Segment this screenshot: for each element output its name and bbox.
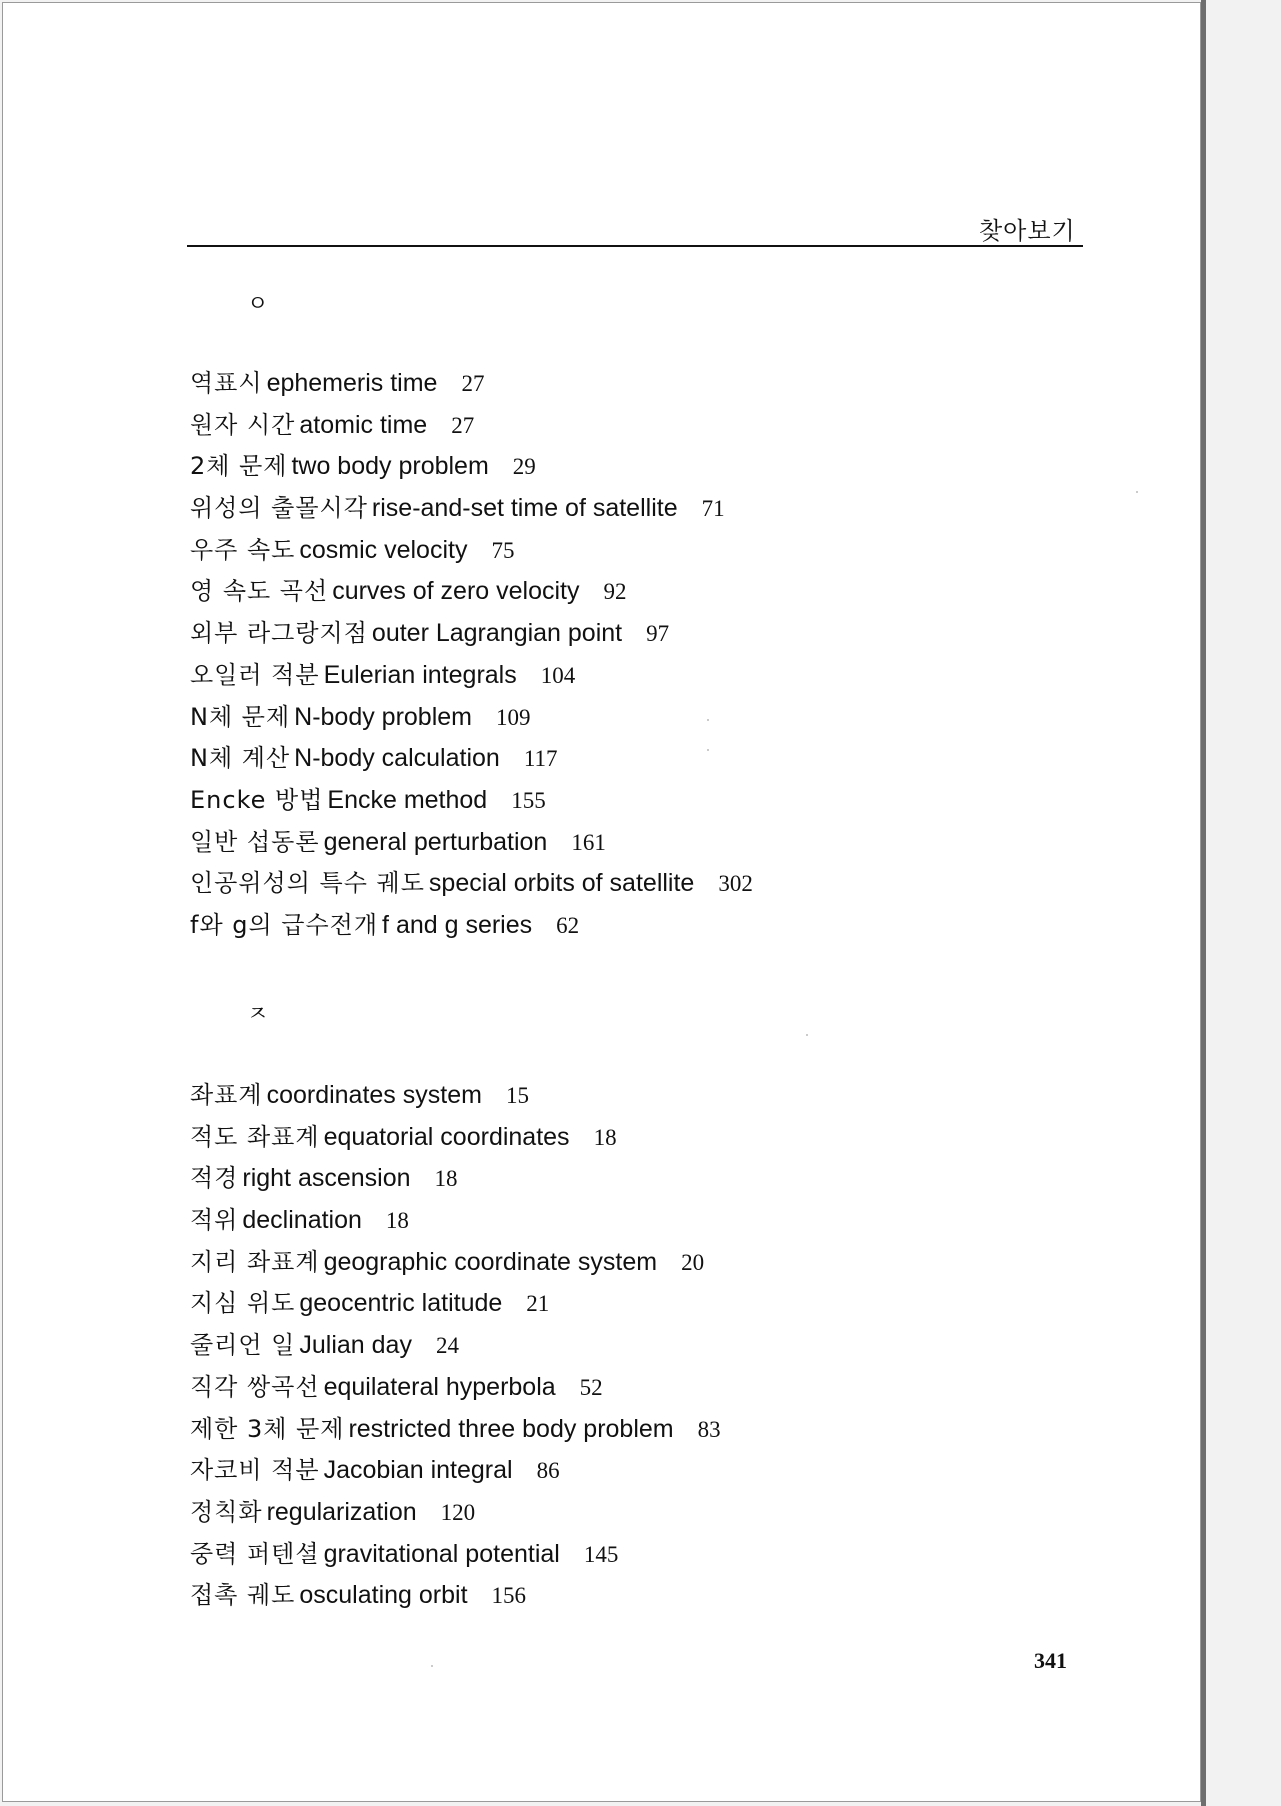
entry-page-number: 15 — [505, 1083, 529, 1108]
entry-korean-term: 일반 섭동론 — [190, 827, 320, 856]
entry-korean-term: 자코비 적분 — [190, 1456, 320, 1485]
book-page — [2, 2, 1201, 1802]
entry-korean-term: 영 속도 곡선 — [190, 577, 329, 606]
entry-english-term: geocentric latitude — [299, 1289, 503, 1318]
entry-page-number: 52 — [579, 1374, 603, 1400]
entry-english-term: N-body calculation — [294, 744, 500, 773]
entry-english-term: two body problem — [291, 452, 489, 481]
entry-korean-term: Encke 방법 — [190, 785, 324, 814]
page-edge-shadow — [1201, 0, 1206, 1806]
entry-page-number: 86 — [536, 1458, 560, 1484]
entry-page-number: 120 — [440, 1499, 476, 1525]
section-letter-ieung: ㅇ — [247, 292, 269, 317]
index-entry — [190, 613, 753, 655]
scan-speck — [707, 749, 709, 751]
index-entry — [190, 655, 753, 697]
entry-page-number: 18 — [593, 1124, 617, 1150]
index-entry — [190, 488, 753, 530]
index-entry — [190, 571, 753, 613]
entry-korean-term: 역표시 — [190, 369, 263, 397]
entry-page-number: 155 — [511, 787, 546, 813]
entry-page-number: 97 — [646, 621, 670, 647]
scan-speck — [431, 1665, 433, 1667]
entry-english-term: N-body problem — [294, 702, 472, 731]
entry-korean-term: 적위 — [190, 1206, 239, 1235]
entry-korean-term: 원자 시간 — [190, 410, 296, 439]
entry-korean-term: 2체 문제 — [190, 452, 288, 481]
entry-korean-term: N체 계산 — [190, 744, 291, 773]
entry-korean-term: 중력 퍼텐셜 — [190, 1539, 320, 1568]
entry-korean-term: 지심 위도 — [190, 1289, 296, 1318]
entry-korean-term: N체 문제 — [190, 702, 291, 731]
scan-speck — [806, 1034, 808, 1036]
entry-korean-term: 오일러 적분 — [190, 660, 320, 689]
entry-english-term: declination — [242, 1206, 362, 1235]
entry-english-term: cosmic velocity — [299, 535, 468, 564]
entry-page-number: 62 — [556, 912, 580, 938]
entry-page-number: 104 — [540, 662, 576, 688]
index-entry — [190, 1242, 721, 1284]
entry-korean-term: f와 g의 급수전개 — [190, 910, 379, 939]
entry-page-number: 18 — [434, 1166, 458, 1192]
entry-page-number: 117 — [523, 746, 558, 772]
index-entry — [190, 905, 753, 947]
entry-english-term: Julian day — [299, 1331, 412, 1360]
index-entry — [190, 1409, 721, 1451]
index-entry — [190, 1200, 721, 1242]
entry-english-term: general perturbation — [323, 827, 548, 856]
entry-english-term: restricted three body problem — [348, 1414, 674, 1443]
entry-page-number: 109 — [496, 704, 531, 730]
entry-english-term: coordinates system — [266, 1081, 482, 1109]
index-entry — [190, 697, 753, 739]
entry-english-term: gravitational potential — [323, 1539, 560, 1568]
section-letter-jieut: ㅈ — [247, 1002, 269, 1027]
index-entry — [190, 1492, 721, 1534]
entry-page-number: 92 — [603, 579, 627, 605]
entry-page-number: 29 — [512, 454, 536, 480]
index-entry — [190, 1075, 721, 1117]
entry-english-term: right ascension — [242, 1164, 411, 1193]
index-entry — [190, 1117, 721, 1159]
entry-page-number: 145 — [583, 1541, 619, 1567]
entry-page-number: 24 — [435, 1333, 459, 1359]
entry-korean-term: 지리 좌표계 — [190, 1247, 320, 1276]
entry-english-term: Jacobian integral — [323, 1456, 513, 1485]
entry-page-number: 71 — [701, 496, 725, 522]
entry-english-term: f and g series — [382, 910, 533, 939]
entry-korean-term: 접촉 궤도 — [190, 1581, 296, 1610]
entry-page-number: 27 — [461, 371, 485, 396]
index-entry — [190, 863, 753, 905]
entry-english-term: osculating orbit — [299, 1581, 468, 1610]
entry-english-term: rise-and-set time of satellite — [371, 494, 678, 523]
scan-speck — [707, 719, 709, 721]
entry-english-term: geographic coordinate system — [323, 1247, 658, 1276]
entry-korean-term: 적경 — [190, 1164, 239, 1193]
entry-page-number: 75 — [491, 537, 515, 563]
index-entry — [190, 780, 753, 822]
entry-korean-term: 줄리언 일 — [190, 1331, 296, 1360]
scan-speck — [1136, 491, 1138, 493]
entry-english-term: ephemeris time — [266, 369, 438, 397]
index-entry — [190, 405, 753, 447]
entry-english-term: equilateral hyperbola — [323, 1372, 556, 1401]
entry-page-number: 27 — [451, 412, 475, 438]
header-rule — [187, 245, 1083, 247]
entry-english-term: equatorial coordinates — [323, 1122, 570, 1151]
entry-korean-term: 제한 3체 문제 — [190, 1414, 345, 1443]
index-entry — [190, 1534, 721, 1576]
running-header-title: 찾아보기 — [979, 217, 1076, 245]
entry-korean-term: 외부 라그랑지점 — [190, 619, 368, 648]
entry-english-term: atomic time — [299, 410, 428, 439]
entry-english-term: special orbits of satellite — [428, 869, 695, 898]
page-number: 341 — [1034, 1648, 1067, 1673]
entry-korean-term: 직각 쌍곡선 — [190, 1372, 320, 1401]
index-entry — [190, 822, 753, 864]
index-entry — [190, 1158, 721, 1200]
index-entry — [190, 1367, 721, 1409]
index-entry — [190, 1575, 721, 1617]
entry-english-term: Eulerian integrals — [323, 660, 517, 689]
entry-korean-term: 좌표계 — [190, 1081, 263, 1109]
index-list-ieung — [190, 363, 753, 947]
entry-page-number: 302 — [718, 871, 753, 897]
index-entry — [190, 1450, 721, 1492]
entry-page-number: 21 — [526, 1291, 550, 1317]
entry-korean-term: 정칙화 — [190, 1497, 263, 1526]
entry-page-number: 20 — [681, 1249, 705, 1275]
entry-page-number: 161 — [571, 829, 606, 855]
index-list-jieut — [190, 1075, 721, 1617]
entry-english-term: regularization — [266, 1497, 417, 1526]
entry-korean-term: 우주 속도 — [190, 535, 296, 564]
entry-english-term: Encke method — [327, 785, 488, 814]
index-entry — [190, 363, 753, 405]
entry-korean-term: 적도 좌표계 — [190, 1122, 320, 1151]
entry-korean-term: 인공위성의 특수 궤도 — [190, 869, 425, 898]
index-entry — [190, 1283, 721, 1325]
entry-english-term: curves of zero velocity — [332, 577, 580, 606]
index-entry — [190, 530, 753, 572]
entry-english-term: outer Lagrangian point — [371, 619, 623, 648]
entry-page-number: 83 — [697, 1416, 721, 1442]
index-entry — [190, 446, 753, 488]
entry-korean-term: 위성의 출몰시각 — [190, 494, 368, 523]
index-entry — [190, 738, 753, 780]
entry-page-number: 156 — [491, 1583, 527, 1609]
index-entry — [190, 1325, 721, 1367]
entry-page-number: 18 — [385, 1208, 409, 1234]
